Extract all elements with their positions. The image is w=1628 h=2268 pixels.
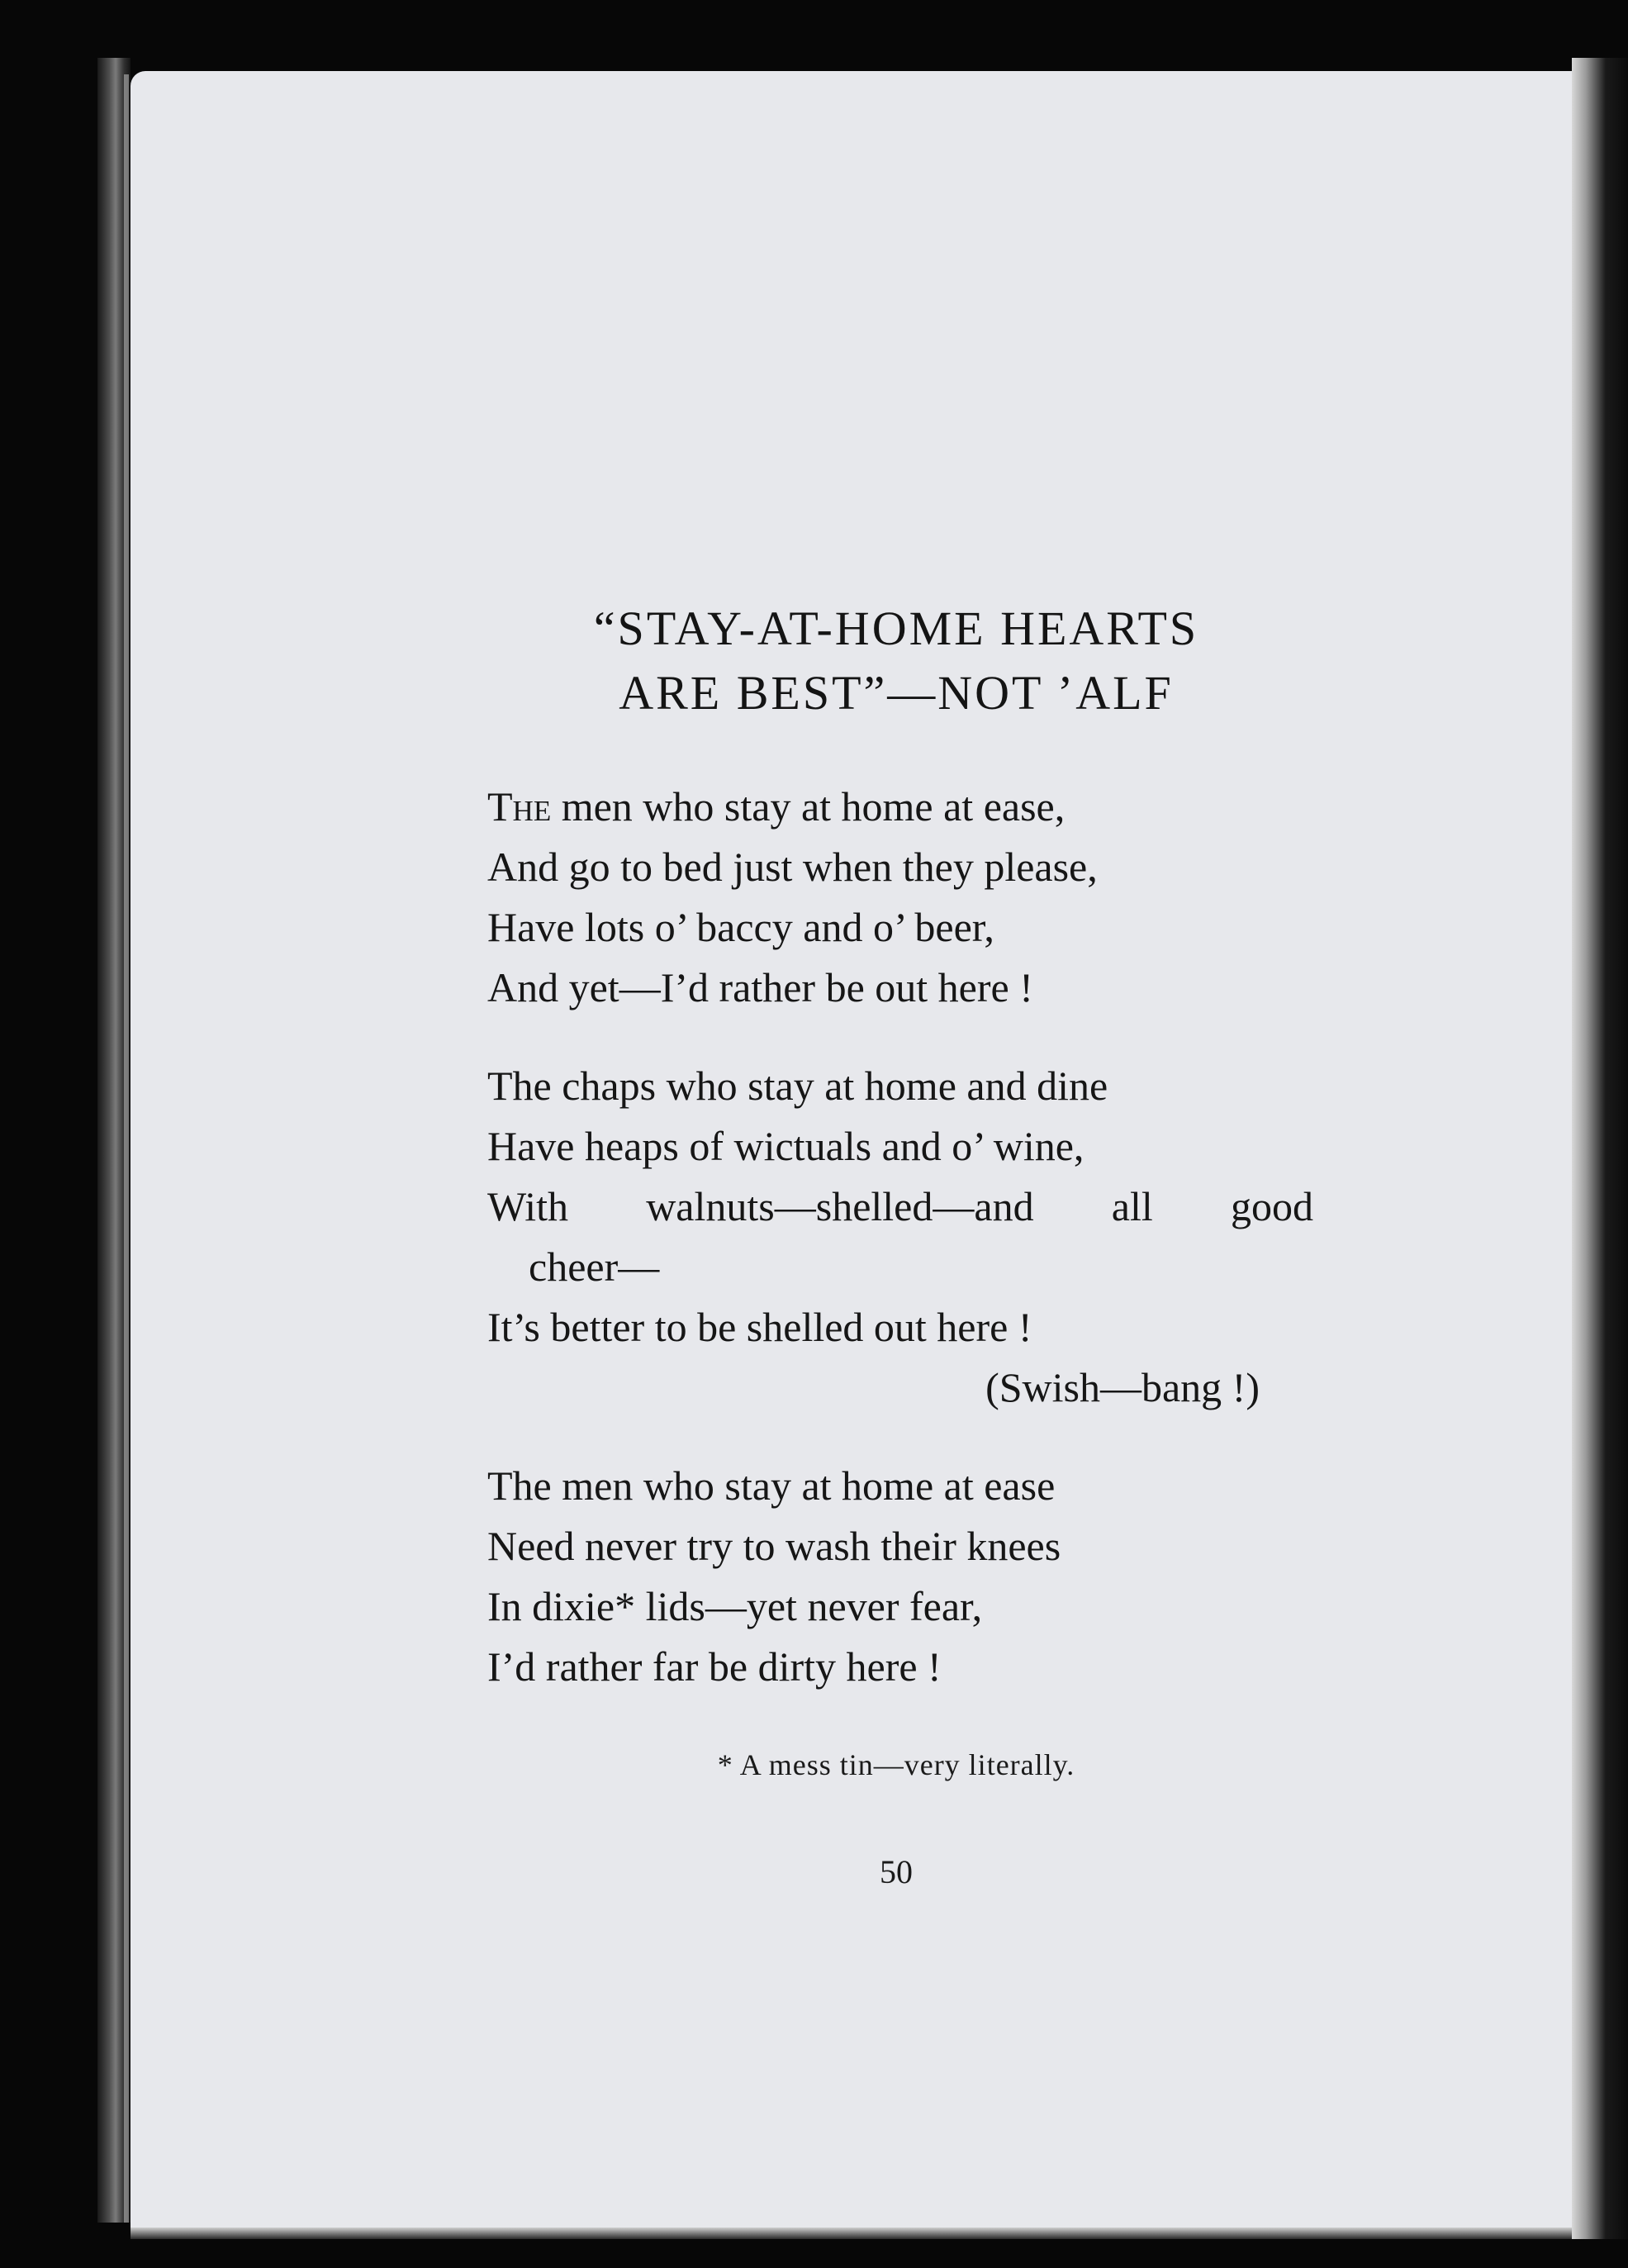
poem-word: all [1111,1183,1153,1229]
poem-line: And yet—I’d rather be out here ! [487,964,1033,1010]
poem-title-line-2: ARE BEST”—NOT ’ALF [619,666,1174,720]
poem-line: Have lots o’ baccy and o’ beer, [487,904,994,950]
poem-title-line-1: “STAY-AT-HOME HEARTS [593,601,1199,655]
stanza-1 [487,777,1322,1018]
stanza-3 [487,1456,1322,1697]
poem-line-text: men who stay at home at ease, [551,783,1066,830]
poem-line: I’d rather far be dirty here ! [487,1643,942,1690]
drop-word: The [487,783,552,830]
poem-line: In dixie* lids—yet never fear, [487,1583,983,1629]
poem-title [463,597,1330,725]
page-right-edge [1572,58,1628,2239]
poem-line: And go to bed just when they please, [487,844,1098,890]
poem-line: It’s better to be shelled out here ! [487,1304,1032,1350]
poem-body [487,777,1322,1697]
poem-word: With [487,1183,568,1229]
poem-line-justified [487,1177,1313,1237]
footnote: * A mess tin—very literally. [717,1748,1075,1781]
binding-edge [124,74,129,2223]
poem-word: good [1231,1183,1313,1229]
poem-aside: (Swish—bang !) [985,1364,1260,1410]
poem-line [487,777,1322,837]
page-number: 50 [880,1853,913,1890]
poem-line: The chaps who stay at home and dine [487,1063,1108,1109]
poem-word: walnuts—shelled—and [646,1183,1034,1229]
poem-line: Have heaps of wictuals and o’ wine, [487,1123,1085,1169]
poem-line-continuation: cheer— [529,1243,660,1290]
poem-line: Need never try to wash their knees [487,1523,1061,1569]
poem-line: The men who stay at home at ease [487,1462,1056,1509]
stanza-2 [487,1056,1322,1418]
page-bottom-edge [131,2228,1572,2239]
